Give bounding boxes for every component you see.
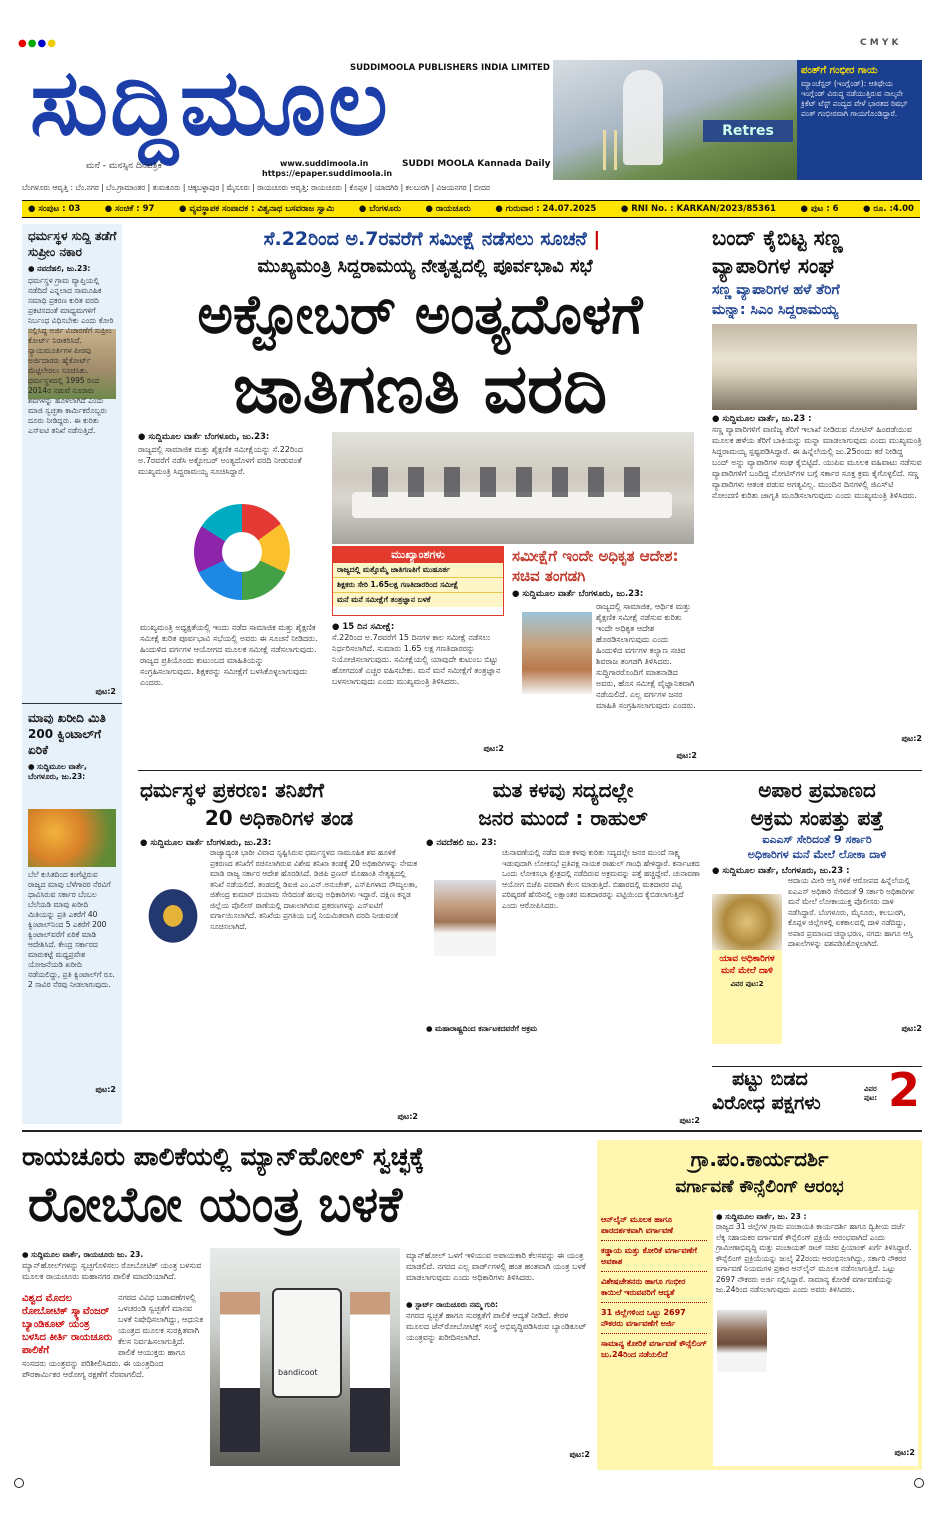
left-byline-1: ● ನವದೆಹಲಿ, ಜು.23:	[28, 264, 91, 273]
page-count: ● ಪುಟ : 6	[800, 204, 839, 214]
story-3	[426, 776, 700, 1126]
website-link[interactable]: www.suddimoola.in	[280, 159, 369, 168]
editions-line: ಬೆಂಗಳೂರು ಆವೃತ್ತಿ : ಬೆಂ.ನಗರ | ಬೆಂ.ಗ್ರಾಮಾಂತರ | ತುಮಕೂರು | ಚಿಕ್ಕಬಳ್ಳಾಪುರ | ಮೈಸೂರು | ರಾಯಚೂರು ಆವೃತ್ತಿ: ರಾಯಚೂರು | ಕೊಪ್ಪಳ | ಯಾದಗಿರಿ | ಕಲಬುರಗಿ | ವಿಜಯನಗರ | ಬೀದರ	[22, 183, 490, 192]
cricket-photo	[553, 60, 797, 180]
left-body-1: ಧರ್ಮಸ್ಥಳ ಗ್ರಾಮ ವ್ಯಾಪ್ತಿಯಲ್ಲಿ ನಡೆದಿದೆ ಎನ್ನಲಾದ ಸಾಮೂಹಿಕ ಸಮಾಧಿ ಪ್ರಕರಣ ಕುರಿತ ವರದಿ ಪ್ರಕಟಿಸದಂತೆ ಮಾಧ್ಯಮಗಳಿಗೆ ನಿರ್ಬಂಧ ವಿಧಿಸಬೇಕು ಎಂದು ಕೋರಿ ಸಲ್ಲಿಸಿದ್ದ ಅರ್ಜಿ ವಿಚಾರಣೆಗೆ ಸುಪ್ರೀಂ ಕೋರ್ಟ್ ನಿರಾಕರಿಸಿದೆ. ನ್ಯಾಯಮೂರ್ತಿಗಳ ಪೀಠವು ಅರ್ಜಿದಾರರು ಹೈಕೋರ್ಟ್ ಮೆಟ್ಟಿಲೇರಲು ಸೂಚಿಸಿತು. ಧರ್ಮಸ್ಥಳದಲ್ಲಿ 1995 ರಿಂದ 2014ರ ನಡುವೆ ನೂರಾರು ಶವಗಳನ್ನು ಹೂಳಲಾಗಿದೆ ಎಂದು ಮಾಜಿ ಸ್ವಚ್ಛತಾ ಕಾರ್ಮಿಕರೊಬ್ಬರು ದೂರು ನೀಡಿದ್ದರು. ಈ ಕುರಿತು ಎಸ್‌ಐಟಿ ತನಿಖೆ ನಡೆಸುತ್ತಿದೆ.	[28, 276, 114, 435]
story-5	[712, 1063, 922, 1118]
lead-body-b: ಸೆ.22ರಿಂದ ಅ.7ರವರೆಗೆ 15 ದಿನಗಳ ಕಾಲ ಸಮೀಕ್ಷೆ ನಡೆಸಲು ನಿರ್ಧರಿಸಲಾಗಿದೆ. ಸುಮಾರು 1.65 ಲಕ್ಷ ಗಣತಿದಾರರನ್ನು ನಿಯೋಜಿಸಲಾಗುವುದು. ಸಮೀಕ್ಷೆಯಲ್ಲಿ ಯಾವುದೇ ಕುಟುಂಬ ಬಿಟ್ಟು ಹೋಗದಂತೆ ಎಚ್ಚರ ವಹಿಸಬೇಕು. ಮನೆ ಮನೆ ಸಮೀಕ್ಷೆಗೆ ತಂತ್ರಜ್ಞಾನ ಬಳಸಲಾಗುವುದು ಎಂದು ಮುಖ್ಯಮಂತ್ರಿ ತಿಳಿಸಿದರು.	[332, 633, 501, 686]
story7-cont[interactable]: ಪುಟ:2	[894, 1448, 915, 1457]
story4-head-1: ಅಪಾರ ಪ್ರಮಾಣದ	[758, 778, 876, 802]
story2-head-2: 20 ಅಧಿಕಾರಿಗಳ ತಂಡ	[204, 806, 354, 830]
traders-meeting-photo	[712, 324, 917, 410]
side-story	[512, 546, 697, 761]
raid-caption-cont[interactable]: ವಿವರ ಪುಟ:2	[730, 980, 764, 988]
masthead-tagline: ಮನೆ - ಮನಸ್ಸಿನ ದಿನಪತ್ರಿಕೆ	[86, 161, 163, 171]
story6-sub: ● ಸ್ಟಾರ್ಟ್ ರಾಯಚೂರು ನಮ್ಮ ಗುರಿ:	[406, 1300, 499, 1309]
story4-head-2: ಅಕ್ರಮ ಸಂಪತ್ತು ಪತ್ತೆ	[750, 806, 884, 830]
lead-cont[interactable]: ಪುಟ:2	[483, 744, 504, 753]
story3-sub: ● ಮಹಾರಾಷ್ಟ್ರದಿಂದ ಕರ್ನಾಟಕದವರೆಗೆ ಅಕ್ರಮ	[426, 1024, 538, 1033]
story-6	[22, 1140, 592, 1236]
right1-head-1: ಬಂದ್ ಕೈಬಿಟ್ಟ ಸಣ್ಣ	[712, 226, 843, 250]
story6-body-a: ಮ್ಯಾನ್‌ಹೋಲ್‌ಗಳನ್ನು ಸ್ವಚ್ಛಗೊಳಿಸಲು ರೋಬೋಟಿಕ್ ಯಂತ್ರ ಬಳಸುವ ಮೂಲಕ ರಾಯಚೂರು ಮಹಾನಗರ ಪಾಲಿಕೆ ಮಾದರಿಯಾಗಿದೆ.	[22, 1261, 202, 1281]
left-column	[22, 224, 122, 1124]
highlights-box	[332, 546, 504, 616]
crop-mark-left	[14, 1478, 24, 1488]
right-story-1	[712, 224, 922, 744]
editor: ● ವ್ಯವಸ್ಥಾಪಕ ಸಂಪಾದಕ : ವಿಶ್ವನಾಥ ಬಸವರಾಜ ಸ್ವಾಮಿ	[179, 204, 335, 214]
cmyk-marker: C M Y K	[860, 38, 899, 48]
story7-body: ರಾಜ್ಯದ 31 ಜಿಲ್ಲೆಗಳ ಗ್ರಾಮ ಪಂಚಾಯತಿ ಕಾರ್ಯದರ್ಶಿ ಹಾಗೂ ದ್ವಿತೀಯ ದರ್ಜೆ ಲೆಕ್ಕ ಸಹಾಯಕರ ವರ್ಗಾವಣೆ ಕೌನ್ಸೆಲಿಂಗ್ ಪ್ರಕ್ರಿಯೆ ಆರಂಭವಾಗಿದೆ ಎಂದು ಗ್ರಾಮೀಣಾಭಿವೃದ್ಧಿ ಮತ್ತು ಪಂಚಾಯತ್ ರಾಜ್ ಸಚಿವ ಪ್ರಿಯಾಂಕ್ ಖರ್ಗೆ ತಿಳಿಸಿದ್ದಾರೆ. ಕೌನ್ಸೆಲಿಂಗ್ ಪ್ರಕ್ರಿಯೆಯನ್ನು ಜುಲೈ 22ರಂದು ಆರಂಭಿಸಲಾಗಿದ್ದು, ಸರ್ಕಾರಿ ನೌಕರರ ವರ್ಗಾವಣೆ ನಿಯಮಗಳ ಪ್ರಕಾರ ಆನ್‌ಲೈನ್ ಮೂಲಕ ನಡೆಸಲಾಗುತ್ತಿದೆ. ಒಟ್ಟು 2697 ನೌಕರರು ಅರ್ಜಿ ಸಲ್ಲಿಸಿದ್ದಾರೆ. ಸಾಮಾನ್ಯ ಕೋರಿಕೆ ವರ್ಗಾವಣೆಯನ್ನು ಜು.24ರಿಂದ ನಡೆಸಲಾಗುವುದು ಎಂದು ಅವರು ತಿಳಿಸಿದರು.	[716, 1222, 912, 1294]
highlight-1: ರಾಜ್ಯದಲ್ಲಿ ಮತ್ತೊಮ್ಮೆ ಜಾತಿಗಣತಿಗೆ ಮುಹೂರ್ತ	[333, 563, 503, 578]
left-byline-2: ● ಸುದ್ದಿಮೂಲ ವಾರ್ತೆ, ಬೆಂಗಳೂರು, ಜು.23:	[28, 762, 87, 781]
issue: ● ಸಂಚಿಕೆ : 97	[104, 204, 155, 214]
story3-body-2	[426, 1034, 700, 1116]
batsman-figure	[623, 70, 663, 165]
point-5: ಸಾಮಾನ್ಯ ಕೋರಿಕೆ ವರ್ಗಾವಣೆ ಕೌನ್ಸೆಲಿಂಗ್ ಜು.24ರಿಂದ ನಡೆಯಲಿದೆ	[601, 1339, 707, 1359]
robot-machine	[272, 1288, 342, 1398]
story6-col-a	[22, 1250, 204, 1470]
story6-cont[interactable]: ಪುಟ:2	[569, 1450, 590, 1459]
story2-byline: ● ಸುದ್ದಿಮೂಲ ವಾರ್ತೆ ಬೆಂಗಳೂರು, ಜು.23:	[140, 838, 272, 848]
story5-page-number: 2	[888, 1063, 921, 1117]
lead-intro-block	[138, 432, 330, 477]
rahul-photo	[434, 880, 496, 956]
story4-byline: ● ಸುದ್ದಿಮೂಲ ವಾರ್ತೆ, ಬೆಂಗಳೂರು, ಜು.23 :	[712, 866, 850, 876]
story6-body-extra	[22, 1422, 204, 1470]
side-headline: ಸಮೀಕ್ಷೆಗೆ ಇಂದೇ ಅಧಿಕೃತ ಆದೇಶ: ಸಚಿವ ತಂಗಡಗಿ	[512, 547, 679, 585]
left-headline-2: ಮಾವು ಖರೀದಿ ಮಿತಿ 200 ಕ್ವಿಂಟಾಲ್‌ಗೆ ಏರಿಕೆ	[22, 703, 122, 760]
story4-sub-1: ಐಎಎಸ್ ಸೇರಿದಂತೆ 9 ಸರ್ಕಾರಿ	[762, 833, 872, 846]
story-4	[712, 776, 922, 1034]
story7-head-2: ವರ್ಗಾವಣೆ ಕೌನ್ಸೆಲಿಂಗ್ ಆರಂಭ	[675, 1177, 844, 1197]
lead-kicker-2: ಮುಖ್ಯಮಂತ್ರಿ ಸಿದ್ದರಾಮಯ್ಯ ನೇತೃತ್ವದಲ್ಲಿ ಪೂರ್ವಭಾವಿ ಸಭೆ	[257, 256, 593, 277]
left-cont-1[interactable]: ಪುಟ:2	[95, 687, 116, 696]
color-dots: ●●●●	[18, 38, 57, 49]
official-right	[350, 1292, 390, 1452]
side-body: ರಾಜ್ಯದಲ್ಲಿ ಸಾಮಾಜಿಕ, ಆರ್ಥಿಕ ಮತ್ತು ಶೈಕ್ಷಣಿಕ ಸಮೀಕ್ಷೆ ನಡೆಸುವ ಕುರಿತು ಇಂದೇ ಅಧಿಕೃತ ಆದೇಶ ಹೊರಡಿಸಲಾಗುವುದು ಎಂದು ಹಿಂದುಳಿದ ವರ್ಗಗಳ ಕಲ್ಯಾಣ ಸಚಿವ ಶಿವರಾಜ ತಂಗಡಗಿ ತಿಳಿಸಿದರು. ಸುದ್ದಿಗಾರರೊಂದಿಗೆ ಮಾತನಾಡಿದ ಅವರು, ಹೊಸ ಸಮೀಕ್ಷೆ ವೈಜ್ಞಾನಿಕವಾಗಿ ನಡೆಯಲಿದೆ. ಎಲ್ಲ ವರ್ಗಗಳ ಜನರ ಮಾಹಿತಿ ಸಂಗ್ರಹಿಸಲಾಗುವುದು ಎಂದರು.	[596, 602, 696, 710]
lead-col-b	[332, 622, 504, 754]
highlights-title: ಮುಖ್ಯಾಂಶಗಳು	[333, 547, 503, 563]
machine-brand-label: bandicoot	[278, 1368, 318, 1377]
official-left	[220, 1292, 260, 1452]
story2-cont[interactable]: ಪುಟ:2	[397, 1112, 418, 1121]
side-byline: ● ಸುದ್ದಿಮೂಲ ವಾರ್ತೆ ಬೆಂಗಳೂರು, ಜು.23:	[512, 589, 644, 599]
lead-subhead: ● 15 ದಿನ ಸಮೀಕ್ಷೆ:	[332, 622, 395, 632]
masthead-title: ಸುದ್ದಿಮೂಲ	[30, 49, 390, 156]
teaser-box	[797, 60, 922, 180]
point-4: 31 ಜಿಲ್ಲೆಗಳಿಂದ ಒಟ್ಟು 2697 ನೌಕರರು ವರ್ಗಾವಣೆಗೆ ಅರ್ಜಿ	[601, 1303, 707, 1334]
info-bar	[22, 200, 920, 218]
right1-cont[interactable]: ಪುಟ:2	[901, 734, 922, 743]
raid-caption: ಯಾವ ಅಧಿಕಾರಿಗಳ ಮನೆ ಮೇಲೆ ದಾಳಿ	[719, 954, 775, 976]
story6-body-c: ಮ್ಯಾನ್‌ಹೋಲ್ ಒಳಗೆ ಇಳಿಯುವ ಅಪಾಯಕಾರಿ ಕೆಲಸವನ್ನು ಈ ಯಂತ್ರ ಮಾಡಲಿದೆ. ನಗರದ ಎಲ್ಲ ವಾರ್ಡ್‌ಗಳಲ್ಲಿ ಹಂತ ಹಂತವಾಗಿ ಯಂತ್ರ ಬಳಕೆ ಮಾಡಲಾಗುವುದು ಎಂದು ಅಧಿಕಾರಿಗಳು ತಿಳಿಸಿದರು.	[406, 1251, 586, 1282]
raid-photo-box	[712, 894, 782, 1044]
daily-name: SUDDI MOOLA Kannada Daily	[402, 159, 551, 169]
divider-1	[138, 770, 922, 771]
left-cont-2[interactable]: ಪುಟ:2	[95, 1085, 116, 1094]
story6-byline: ● ಸುದ್ದಿಮೂಲ ವಾರ್ತೆ, ರಾಯಚೂರು ಜು. 23.	[22, 1250, 144, 1259]
edition-city-1: ● ಬೆಂಗಳೂರು	[358, 204, 401, 214]
right1-sub-2: ಮನ್ನಾ: ಸಿಎಂ ಸಿದ್ದರಾಮಯ್ಯ	[712, 302, 839, 318]
story5-head-2: ವಿರೋಧ ಪಕ್ಷಗಳು	[712, 1092, 821, 1114]
story6-body-b: ನಗರದ ವಿವಿಧ ಬಡಾವಣೆಗಳಲ್ಲಿ ಒಳಚರಂಡಿ ಸ್ವಚ್ಛತೆಗೆ ಮಾನವ ಬಳಕೆ ನಿಷೇಧಿಸಲಾಗಿದ್ದು, ಆಧುನಿಕ ಯಂತ್ರದ ಮೂಲಕ ಸುರಕ್ಷಿತವಾಗಿ ಕೆಲಸ ನಿರ್ವಹಿಸಲಾಗುತ್ತಿದೆ. ಪಾಲಿಕೆ ಆಯುಕ್ತರು ಹಾಗೂ ಸಂಸದರು ಯಂತ್ರವನ್ನು ಪರಿಶೀಲಿಸಿದರು. ಈ ಯಂತ್ರದಿಂದ ಪೌರಕಾರ್ಮಿಕರ ಆರೋಗ್ಯ ರಕ್ಷಣೆಗೆ ನೆರವಾಗಲಿದೆ.	[22, 1293, 204, 1379]
story-2	[140, 776, 418, 1122]
story6-head-2: ರೋಬೋ ಯಂತ್ರ ಬಳಕೆ	[28, 1176, 403, 1233]
story7-byline: ● ಸುದ್ದಿಮೂಲ ವಾರ್ತೆ, ಜು. 23 :	[716, 1212, 807, 1221]
right1-head-2: ವ್ಯಾಪಾರಿಗಳ ಸಂಘ	[712, 254, 835, 278]
robot-machine-photo	[210, 1248, 400, 1466]
meeting-photo	[332, 432, 694, 544]
story3-cont[interactable]: ಪುಟ:2	[679, 1116, 700, 1125]
story5-page-ref[interactable]	[864, 1063, 922, 1117]
story6-col-c	[406, 1250, 590, 1460]
right1-byline: ● ಸುದ್ದಿಮೂಲ ವಾರ್ತೆ, ಜು.23 :	[712, 414, 812, 424]
lead-intro: ರಾಜ್ಯದಲ್ಲಿ ಸಾಮಾಜಿಕ ಮತ್ತು ಶೈಕ್ಷಣಿಕ ಸಮೀಕ್ಷೆಯನ್ನು ಸೆ.22ರಿಂದ ಅ.7ರವರೆಗೆ ನಡೆಸಿ ಅಕ್ಟೋಬರ್ ಅಂತ್ಯದೊಳಗೆ ವರದಿ ನೀಡುವಂತೆ ಮುಖ್ಯಮಂತ್ರಿ ಸಿದ್ದರಾಮಯ್ಯ ಸೂಚಿಸಿದ್ದಾರೆ.	[138, 445, 303, 476]
lead-kicker-1: ಸೆ.22ರಿಂದ ಅ.7ರವರೆಗೆ ಸಮೀಕ್ಷೆ ನಡೆಸಲು ಸೂಚನೆ |	[263, 228, 601, 250]
gold-seized-photo	[712, 894, 782, 950]
crop-mark-right	[914, 1478, 924, 1488]
publisher-name: SUDDIMOOLA PUBLISHERS INDIA LIMITED	[350, 63, 550, 73]
story4-body: ಆದಾಯ ಮೀರಿ ಆಸ್ತಿ ಗಳಿಕೆ ಆರೋಪದ ಹಿನ್ನೆಲೆಯಲ್ಲಿ ಐಎಎಸ್ ಅಧಿಕಾರಿ ಸೇರಿದಂತೆ 9 ಸರ್ಕಾರಿ ಅಧಿಕಾರಿಗಳ ಮನೆ ಮೇಲೆ ಲೋಕಾಯುಕ್ತ ಪೊಲೀಸರು ದಾಳಿ ನಡೆಸಿದ್ದಾರೆ. ಬೆಂಗಳೂರು, ಮೈಸೂರು, ಕಲಬುರಗಿ, ಕೊಪ್ಪಳ ಜಿಲ್ಲೆಗಳಲ್ಲಿ ಏಕಕಾಲದಲ್ಲಿ ದಾಳಿ ನಡೆದಿದ್ದು, ಅಪಾರ ಪ್ರಮಾಣದ ಚಿನ್ನಾಭರಣ, ನಗದು ಹಾಗೂ ಆಸ್ತಿ ದಾಖಲೆಗಳನ್ನು ವಶಪಡಿಸಿಕೊಳ್ಳಲಾಗಿದೆ.	[788, 876, 914, 948]
story5-page-label: ವಿವರ ಪುಟ:	[864, 1085, 878, 1102]
divider-2	[22, 1130, 922, 1132]
price: ● ರೂ. :4.00	[863, 204, 914, 214]
stumps	[603, 130, 617, 170]
date: ● ಗುರುವಾರ : 24.07.2025	[495, 204, 597, 214]
highlight-2: ಶಿಕ್ಷಕರು ಸೇರಿ 1.65ಲಕ್ಷ ಗಣತಿದಾರರಿಂದ ಸಮೀಕ್ಷೆ	[333, 578, 503, 593]
volume: ● ಸಂಪುಟ : 03	[28, 204, 81, 214]
story4-sub-2: ಅಧಿಕಾರಿಗಳ ಮನೆ ಮೇಲೆ ಲೋಕಾ ದಾಳಿ	[747, 848, 887, 861]
left-headline-1: ಧರ್ಮಸ್ಥಳ ಸುದ್ದಿ ತಡೆಗೆ ಸುಪ್ರೀಂ ನಕಾರ	[28, 229, 117, 259]
story3-head-2: ಜನರ ಮುಂದೆ : ರಾಹುಲ್	[478, 806, 648, 830]
mango-photo	[28, 809, 116, 867]
left-body-2: ಬೆಲೆ ಕುಸಿತದಿಂದ ಕಂಗೆಟ್ಟಿರುವ ರಾಜ್ಯದ ಮಾವು ಬೆಳೆಗಾರರ ನೆರವಿಗೆ ಧಾವಿಸಿರುವ ಸರ್ಕಾರ ಬೆಂಬಲ ಬೆಲೆಯಡಿ ಮಾವು ಖರೀದಿ ಮಿತಿಯನ್ನು ಪ್ರತಿ ಎಕರೆಗೆ 40 ಕ್ವಿಂಟಾಲ್‌ನಿಂದ 5 ಎಕರೆಗೆ 200 ಕ್ವಿಂಟಾಲ್‌ವರೆಗೆ ಏರಿಕೆ ಮಾಡಿ ಆದೇಶಿಸಿದೆ. ಕೇಂದ್ರ ಸರ್ಕಾರದ ಮಾರುಕಟ್ಟೆ ಮಧ್ಯಪ್ರವೇಶ ಯೋಜನೆಯಡಿ ಖರೀದಿ ನಡೆಯಲಿದ್ದು, ಪ್ರತಿ ಕ್ವಿಂಟಾಲ್‌ಗೆ ರೂ. 2 ಸಾವಿರ ನೆರವು ನೀಡಲಾಗುವುದು.	[28, 870, 115, 989]
story7-head-1: ಗ್ರಾ.ಪಂ.ಕಾರ್ಯದರ್ಶಿ	[690, 1147, 829, 1171]
side-cont[interactable]: ಪುಟ:2	[676, 751, 697, 760]
donut-chart-hole	[222, 532, 262, 572]
edition-city-2: ● ರಾಯಚೂರು	[425, 204, 471, 214]
story7-col	[713, 1210, 918, 1466]
survey-infographic	[168, 498, 318, 606]
teaser-body: ಮ್ಯಾಂಚೆಸ್ಟರ್ (ಇಂಗ್ಲೆಂಡ್): ಆತಿಥೇಯ ಇಂಗ್ಲೆಂಡ್ ವಿರುದ್ಧ ನಡೆಯುತ್ತಿರುವ ನಾಲ್ಕನೇ ಕ್ರಿಕೆಟ್ ಟೆಸ್ಟ್ ಪಂದ್ಯದ ವೇಳೆ ಭಾರತದ ರಿಷಭ್ ಪಂತ್ ಗಂಭೀರವಾಗಿ ಗಾಯಗೊಂಡಿದ್ದಾರೆ.	[801, 79, 908, 118]
point-2: ಕಡ್ಡಾಯ ಮತ್ತು ಕೋರಿಕೆ ವರ್ಗಾವಣೆಗೆ ಅವಕಾಶ	[601, 1241, 707, 1272]
left-body-2-top	[22, 784, 122, 806]
police-cap-image	[142, 888, 204, 950]
left-body-1-cont	[22, 402, 122, 687]
lead-headline-2: ಜಾತಿಗಣತಿ ವರದಿ	[232, 350, 607, 429]
story6-body-d: ನಗರದ ಸ್ವಚ್ಛತೆ ಹಾಗೂ ಸುರಕ್ಷತೆಗೆ ಪಾಲಿಕೆ ಆದ್ಯತೆ ನೀಡಿದೆ. ಕೇರಳ ಮೂಲದ ಜೆನ್‌ರೋಬೋಟಿಕ್ಸ್ ಸಂಸ್ಥೆ ಅಭಿವೃದ್ಧಿಪಡಿಸಿರುವ ಬ್ಯಾಂಡಿಕೂಟ್ ಯಂತ್ರವನ್ನು ಖರೀದಿಸಲಾಗಿದೆ.	[406, 1311, 587, 1342]
teaser-title: ಪಂತ್‌ಗೆ ಗಂಭೀರ ಗಾಯ	[801, 65, 878, 76]
lead-headline-1: ಅಕ್ಟೋಬರ್ ಅಂತ್ಯದೊಳಗೆ	[197, 283, 643, 346]
story3-byline: ● ನವದೆಹಲಿ ಜು. 23:	[426, 838, 497, 848]
right1-sub-1: ಸಣ್ಣ ವ್ಯಾಪಾರಿಗಳ ಹಳೆ ತೆರಿಗೆ	[712, 282, 840, 298]
minister-photo	[522, 612, 592, 694]
story2-head-1: ಧರ್ಮಸ್ಥಳ ಪ್ರಕರಣ: ತನಿಖೆಗೆ	[140, 778, 324, 802]
story3-body: ಚುನಾವಣೆಯಲ್ಲಿ ನಡೆದ ಮತ ಕಳವು ಕುರಿತು ಸದ್ಯದಲ್ಲೇ ಜನರ ಮುಂದೆ ಸಾಕ್ಷ್ಯ ಇಡುವುದಾಗಿ ಲೋಕಸಭೆ ಪ್ರತಿಪಕ್ಷ ನಾಯಕ ರಾಹುಲ್ ಗಾಂಧಿ ಹೇಳಿದ್ದಾರೆ. ಕರ್ನಾಟಕದ ಒಂದು ಲೋಕಸಭಾ ಕ್ಷೇತ್ರದಲ್ಲಿ ನಡೆದಿರುವ ಅಕ್ರಮವನ್ನು ಪತ್ತೆ ಹಚ್ಚಿದ್ದೇವೆ. ಚುನಾವಣಾ ಆಯೋಗ ಬಿಜೆಪಿ ಪರವಾಗಿ ಕೆಲಸ ಮಾಡುತ್ತಿದೆ. ಬಿಹಾರದಲ್ಲಿ ಮತದಾರರ ಪಟ್ಟಿ ಪರಿಷ್ಕರಣೆ ಹೆಸರಿನಲ್ಲಿ ಲಕ್ಷಾಂತರ ಮತದಾರರನ್ನು ಪಟ್ಟಿಯಿಂದ ಕೈಬಿಡಲಾಗುತ್ತಿದೆ ಎಂದು ಆರೋಪಿಸಿದರು.	[502, 848, 700, 910]
ad-board: Retres	[703, 120, 793, 142]
epaper-link[interactable]: https://epaper.suddimoola.in	[262, 169, 393, 178]
point-1: ಆನ್‌ಲೈನ್ ಮೂಲಕ ಹಾಗೂ ಪಾರದರ್ಶಕವಾಗಿ ವರ್ಗಾವಣೆ	[601, 1210, 707, 1241]
story6-callout: ವಿಶ್ವದ ಮೊದಲ ರೋಬೋಟಿಕ್ ಸ್ಕ್ಯಾವೆಂಜರ್ ಬ್ಯಾಂಡಿಕೂಟ್ ಯಂತ್ರ ಬಳಸಿದ ಕೀರ್ತಿ ರಾಯಚೂರು ಪಾಲಿಕೆಗೆ	[22, 1293, 113, 1356]
story2-body: ರಾಜ್ಯಾದ್ಯಂತ ಭಾರೀ ವಿವಾದ ಸೃಷ್ಟಿಸಿರುವ ಧರ್ಮಸ್ಥಳದ ಸಾಮೂಹಿಕ ಶವ ಹೂಳಿಕೆ ಪ್ರಕರಣದ ತನಿಖೆಗೆ ರಚಿಸಲಾಗಿರುವ ವಿಶೇಷ ತನಿಖಾ ತಂಡಕ್ಕೆ 20 ಅಧಿಕಾರಿಗಳನ್ನು ನೇಮಕ ಮಾಡಿ ರಾಜ್ಯ ಸರ್ಕಾರ ಆದೇಶ ಹೊರಡಿಸಿದೆ. ಡಿಜಿಪಿ ಪ್ರಣವ್ ಮೊಹಾಂತಿ ನೇತೃತ್ವದಲ್ಲಿ ತನಿಖೆ ನಡೆಯಲಿದೆ. ತಂಡದಲ್ಲಿ ಡಿಐಜಿ ಎಂ.ಎನ್.ಅನುಚೇತ್, ಎಸ್‌ಪಿಗಳಾದ ಸೌಮ್ಯಲತಾ, ಜಿತೇಂದ್ರ ಕುಮಾರ್ ದಯಾಮ ಸೇರಿದಂತೆ ಹಲವು ಅಧಿಕಾರಿಗಳು ಇದ್ದಾರೆ. ದಕ್ಷಿಣ ಕನ್ನಡ ಜಿಲ್ಲೆಯ ಪೊಲೀಸ್ ಠಾಣೆಯಲ್ಲಿ ದಾಖಲಾಗಿರುವ ಪ್ರಕರಣಗಳನ್ನು ಎಸ್‌ಐಟಿಗೆ ವರ್ಗಾಯಿಸಲಾಗಿದೆ. ತನಿಖೆಯ ಪ್ರಗತಿಯ ಬಗ್ಗೆ ನಿಯಮಿತವಾಗಿ ವರದಿ ನೀಡುವಂತೆ ಸೂಚಿಸಲಾಗಿದೆ.	[210, 848, 418, 931]
story3-head-1: ಮತ ಕಳವು ಸದ್ಯದಲ್ಲೇ	[492, 778, 634, 802]
left-body-1a	[22, 276, 122, 435]
minister-kharge-photo	[717, 1310, 767, 1372]
story4-cont[interactable]: ಪುಟ:2	[901, 1024, 922, 1033]
story5-head-1: ಪಟ್ಟು ಬಿಡದ	[732, 1068, 808, 1090]
lead-body-a: ಮುಖ್ಯಮಂತ್ರಿ ಅಧ್ಯಕ್ಷತೆಯಲ್ಲಿ ಇಂದು ನಡೆದ ಸಾಮಾಜಿಕ ಮತ್ತು ಶೈಕ್ಷಣಿಕ ಸಮೀಕ್ಷೆ ಕುರಿತ ಪೂರ್ವಭಾವಿ ಸಭೆಯಲ್ಲಿ ಅವರು ಈ ಸೂಚನೆ ನೀಡಿದರು. ಹಿಂದುಳಿದ ವರ್ಗಗಳ ಆಯೋಗದ ಮೂಲಕ ಸಮೀಕ್ಷೆ ನಡೆಸಲಾಗುವುದು. ರಾಜ್ಯದ ಪ್ರತಿಯೊಂದು ಕುಟುಂಬದ ಮಾಹಿತಿಯನ್ನು ಸಂಗ್ರಹಿಸಲಾಗುವುದು. ಶಿಕ್ಷಕರನ್ನು ಸಮೀಕ್ಷೆಗೆ ಬಳಸಿಕೊಳ್ಳಲಾಗುವುದು ಎಂದರು.	[140, 623, 318, 687]
lead-byline: ● ಸುದ್ದಿಮೂಲ ವಾರ್ತೆ ಬೆಂಗಳೂರು, ಜು.23:	[138, 432, 270, 442]
right1-body: ಸಣ್ಣ ವ್ಯಾಪಾರಿಗಳಿಗೆ ವಾಣಿಜ್ಯ ತೆರಿಗೆ ಇಲಾಖೆ ನೀಡಿರುವ ನೋಟಿಸ್ ಹಿಂಪಡೆಯುವ ಮೂಲಕ ಹಳೆಯ ತೆರಿಗೆ ಬಾಕಿಯನ್ನು ಮನ್ನಾ ಮಾಡಲಾಗುವುದು ಎಂದು ಮುಖ್ಯಮಂತ್ರಿ ಸಿದ್ದರಾಮಯ್ಯ ಸ್ಪಷ್ಟಪಡಿಸಿದ್ದಾರೆ. ಈ ಹಿನ್ನೆಲೆಯಲ್ಲಿ ಜು.25ರಂದು ಕರೆ ನೀಡಿದ್ದ ಬಂದ್ ಅನ್ನು ವ್ಯಾಪಾರಿಗಳ ಸಂಘ ಕೈಬಿಟ್ಟಿದೆ. ಯುಪಿಐ ಮೂಲಕ ವಹಿವಾಟು ನಡೆಸುವ ವ್ಯಾಪಾರಿಗಳಿಗೆ ಬಂದಿದ್ದ ನೋಟಿಸ್‌ಗಳ ಬಗ್ಗೆ ಸರ್ಕಾರ ಸೂಕ್ತ ಕ್ರಮ ಕೈಗೊಳ್ಳಲಿದೆ. ಸಣ್ಣ ವ್ಯಾಪಾರಿಗಳು ಆತಂಕ ಪಡುವ ಅಗತ್ಯವಿಲ್ಲ. ಮುಂದಿನ ದಿನಗಳಲ್ಲಿ ಜಿಎಸ್‌ಟಿ ನೋಂದಣಿ ಕುರಿತು ಜಾಗೃತಿ ಮೂಡಿಸಲಾಗುವುದು ಎಂದು ಮುಖ್ಯಮಂತ್ರಿ ತಿಳಿಸಿದರು.	[712, 425, 922, 500]
point-3: ವಿಶೇಷಚೇತನರು ಹಾಗೂ ಗಂಭೀರ ಕಾಯಿಲೆ ಇರುವವರಿಗೆ ಆದ್ಯತೆ	[601, 1272, 707, 1303]
attendees	[372, 467, 652, 497]
rni-number: ● RNI No. : KARKAN/2023/85361	[620, 204, 776, 214]
story6-head-1: ರಾಯಚೂರು ಪಾಲಿಕೆಯಲ್ಲಿ ಮ್ಯಾನ್‌ಹೋಲ್ ಸ್ವಚ್ಛಕ್ಕೆ	[22, 1142, 425, 1171]
story7-points	[601, 1210, 707, 1364]
story-7	[597, 1140, 922, 1470]
highlight-3: ಮನೆ ಮನೆ ಸಮೀಕ್ಷೆಗೆ ತಂತ್ರಜ್ಞಾನ ಬಳಕೆ	[333, 593, 503, 607]
